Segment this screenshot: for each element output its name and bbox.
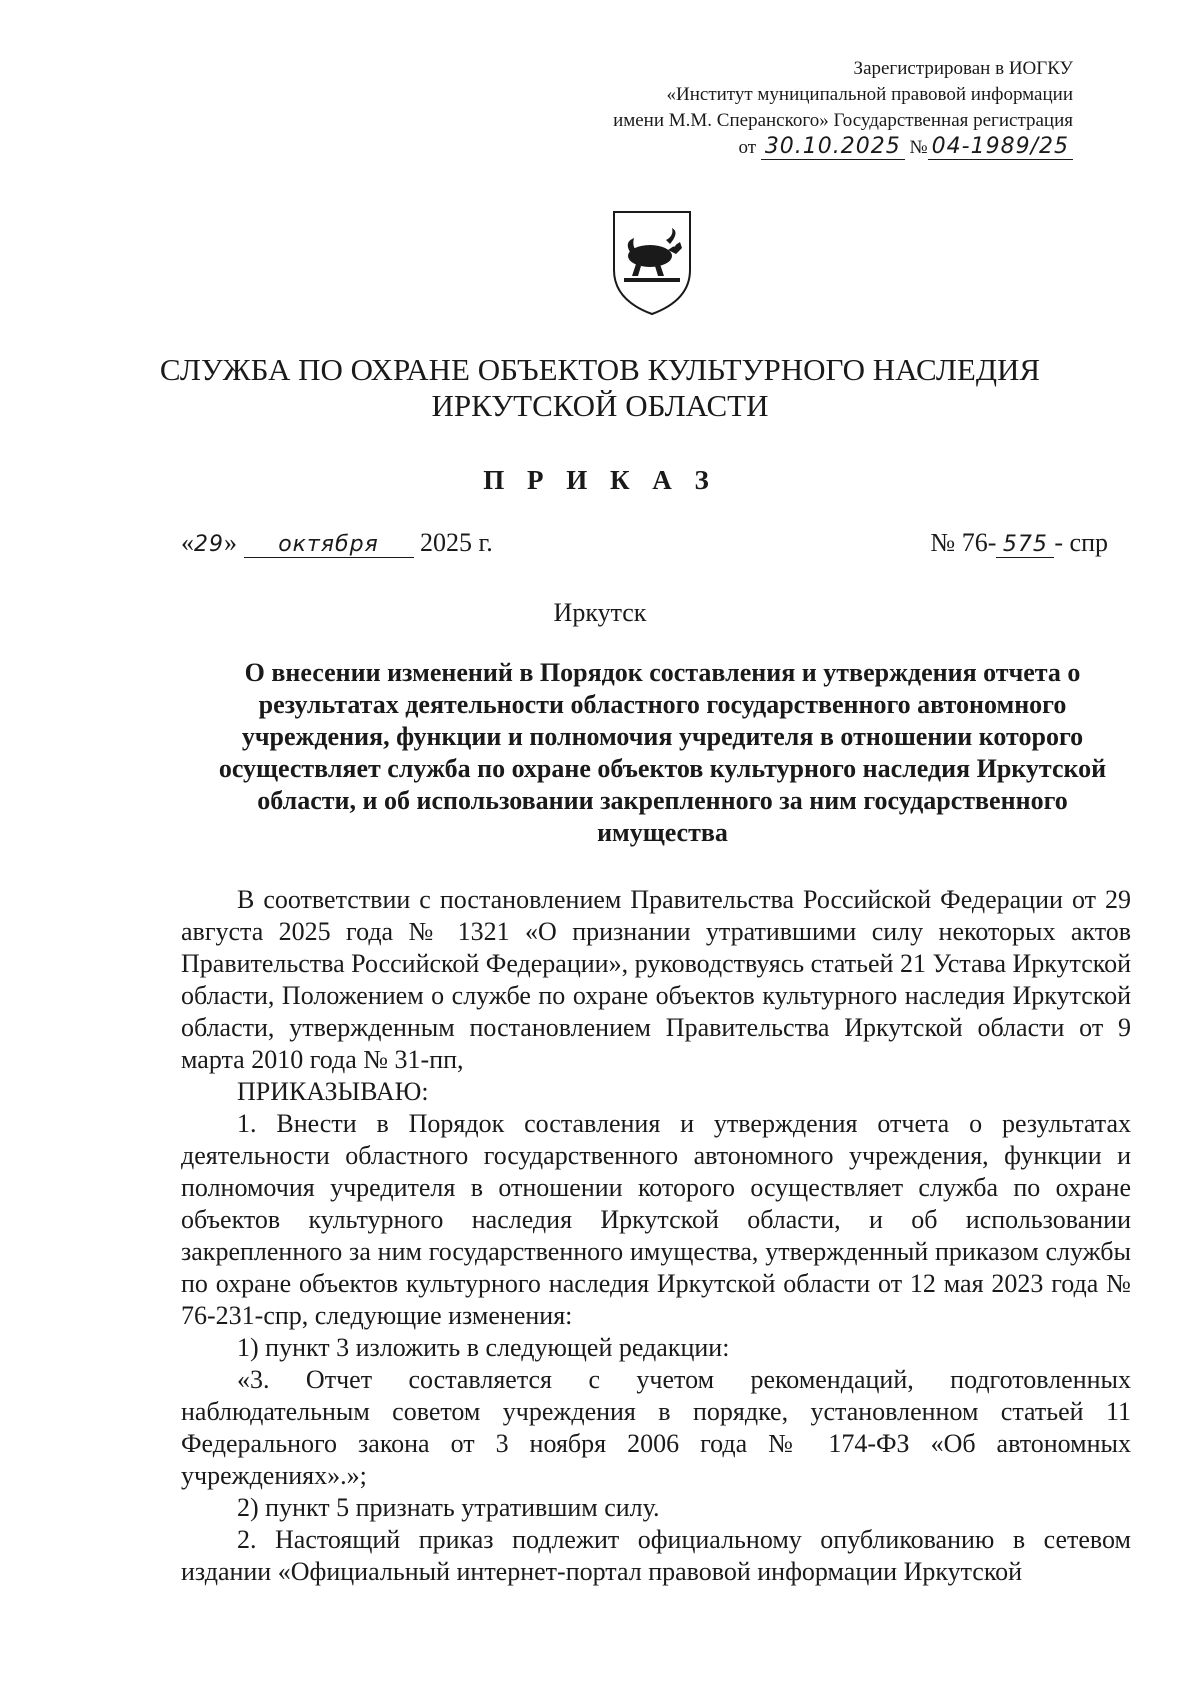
- preamble-paragraph: В соответствии с постановлением Правительства Российской Федерации от 29 августа 2025 года № 1321 «О признании утратившими силу некоторых актов Правительства Российской Федерации», руководствуясь статьей 21 Устава Иркутской области, Положением о службе по охране объектов культурного наследия Иркутской области, утвержденным постановлением Правительства Иркутской области от 9 марта 2010 года № 31-пп,: [181, 885, 1131, 1074]
- quoted-amendment: «3. Отчет составляется с учетом рекомендаций, подготовленных наблюдательным советом учреждения в порядке, установленном статьей 11 Федерального закона от 3 ноября 2006 года № 174-ФЗ «Об автономных учреждениях».»;: [181, 1365, 1131, 1490]
- date-close-quote: »: [224, 528, 237, 557]
- order-day: 29: [194, 532, 224, 557]
- order-date: [181, 528, 493, 558]
- registration-date-number: [613, 134, 1073, 161]
- registration-line-3: имени М.М. Сперанского» Государственная регистрация: [613, 110, 1073, 131]
- registration-stamp: [613, 56, 1073, 161]
- city: Иркутск: [553, 598, 647, 627]
- registration-date-prefix: от: [738, 137, 757, 158]
- document-type: П Р И К А З: [483, 465, 717, 495]
- coat-of-arms-icon: [610, 208, 694, 318]
- registration-date: 30.10.2025: [761, 134, 905, 160]
- order-year: 2025 г.: [420, 528, 493, 557]
- organization-name: [0, 352, 1200, 424]
- item-1-paragraph: 1. Внести в Порядок составления и утверждения отчета о результатах деятельности областного государственного автономного учреждения, функции и полномочия учредителя в отношении которого осуществляет служба по охране объектов культурного наследия Иркутской области, и об использовании закрепленного за ним государственного имущества, утвержденный приказом службы по охране объектов культурного наследия Иркутской области от 12 мая 2023 года № 76-231-спр, следующие изменения:: [181, 1109, 1131, 1330]
- document-title: О внесении изменений в Порядок составления и утверждения отчета о результатах деятельности областного государственного автономного учреждения, функции и полномочия учредителя в отношении которого осуществляет служба по охране объектов культурного наследия Иркутской области, и об использовании закрепленного за ним государственного имущества: [218, 658, 1107, 847]
- order-month: октября: [244, 532, 414, 558]
- item-2-paragraph: 2. Настоящий приказ подлежит официальному опубликованию в сетевом издании «Официальный интернет-портал правовой информации Иркутской: [181, 1525, 1131, 1586]
- date-open-quote: «: [181, 528, 194, 557]
- document-body: [181, 884, 1131, 1588]
- registration-number-prefix: №: [909, 137, 928, 158]
- registration-line-2: «Институт муниципальной правовой информации: [666, 84, 1073, 105]
- order-number-value: 575: [996, 532, 1054, 558]
- organization-line-2: ИРКУТСКОЙ ОБЛАСТИ: [431, 388, 769, 423]
- registration-number: 04-1989/25: [928, 134, 1073, 160]
- order-word: ПРИКАЗЫВАЮ:: [237, 1077, 429, 1106]
- order-number-suffix: - спр: [1054, 528, 1108, 557]
- order-number: [930, 528, 1108, 558]
- organization-line-1: СЛУЖБА ПО ОХРАНЕ ОБЪЕКТОВ КУЛЬТУРНОГО НАСЛЕДИЯ: [159, 352, 1041, 387]
- order-number-prefix: № 76-: [930, 528, 997, 557]
- sub-item-2: 2) пункт 5 признать утратившим силу.: [237, 1493, 660, 1522]
- registration-line-1: Зарегистрирован в ИОГКУ: [853, 58, 1073, 79]
- sub-item-1: 1) пункт 3 изложить в следующей редакции:: [237, 1333, 730, 1362]
